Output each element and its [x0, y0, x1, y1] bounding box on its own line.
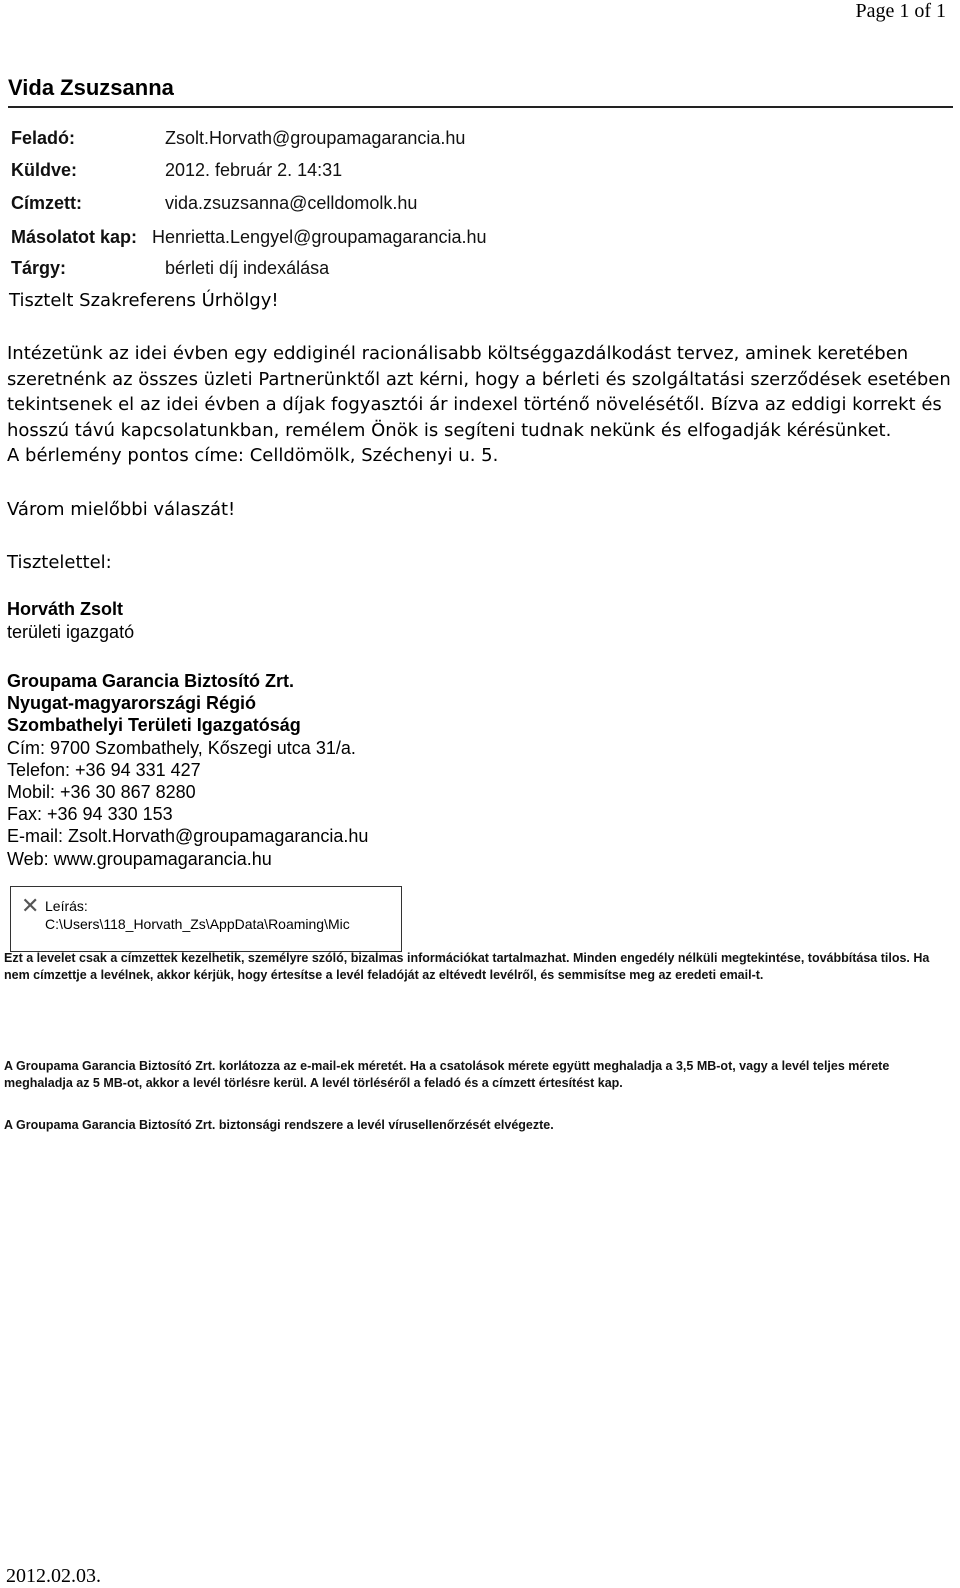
body-line: szeretnénk az összes üzleti Partnerünktől azt kérni, hogy a bérleti és szolgáltatási szerződések esetében [7, 368, 951, 390]
print-date: 2012.02.03. [6, 1565, 101, 1587]
disclaimer-text: A Groupama Garancia Biztosító Zrt. biztonsági rendszere a levél víruselIenőrzését elvégezte. [4, 1118, 554, 1132]
body-line: tekintsenek el az idei évben a díjak fogyasztói ár indexel történő növelésétől. Bízva az eddigi korrekt és [7, 394, 942, 416]
sent-value: 2012. február 2. 14:31 [165, 160, 343, 180]
signature-company-block [7, 670, 368, 870]
company-fax: Fax: +36 94 330 153 [7, 804, 173, 825]
confidentiality-disclaimer [4, 950, 944, 984]
from-value: Zsolt.Horvath@groupamagarancia.hu [165, 128, 466, 148]
regards-line: Tisztelettel: [7, 552, 112, 573]
cc-value: Henrietta.Lengyel@groupamagarancia.hu [152, 227, 487, 247]
body-line: A bérlemény pontos címe: Celldömölk, Széchenyi u. 5. [7, 445, 499, 467]
size-limit-disclaimer [4, 1058, 944, 1092]
sent-label: Küldve: [11, 160, 78, 180]
greeting: Tisztelt Szakreferens Úrhölgy! [9, 290, 279, 311]
broken-image-placeholder [10, 886, 402, 952]
disclaimer-text: A Groupama Garancia Biztosító Zrt. korlátozza az e-mail-ek méretét. Ha a csatolások mérete együtt meghaladja a 3,5 MB-ot, vagy a levél teljes mérete meghaladja az 5 MB-ot, akkor a levél törlésre kerül. A levél törléséről a feladó és a címzett értesítést kap. [4, 1059, 890, 1090]
from-label: Feladó: [11, 128, 76, 148]
company-phone: Telefon: +36 94 331 427 [7, 759, 201, 780]
company-name: Groupama Garancia Biztosító Zrt. [7, 671, 295, 691]
message-body [7, 341, 952, 469]
company-directorate: Szombathelyi Területi Igazgatóság [7, 715, 301, 736]
cc-label: Másolatot kap: [11, 227, 138, 247]
broken-image-icon: ✕ [21, 893, 40, 918]
company-web[interactable]: Web: www.groupamagarancia.hu [7, 848, 272, 869]
company-region: Nyugat-magyarországi Régió [7, 693, 257, 714]
signature-name: Horváth Zsolt [7, 599, 124, 619]
to-label: Címzett: [11, 193, 82, 213]
disclaimer-text: Ezt a levelet csak a címzettek kezelhetik, személyre szóló, bizalmas információkat tartalmazhat. Minden engedély nélküli megtekintése, továbbítása tilos. Ha nem címzettje a levélnek, akkor kérjük, hogy értesítse a levél feladóját az eltévedt levélről, és semmisítse meg az eredeti email-t. [4, 951, 930, 982]
image-description-path: C:\Users\118_Horvath_Zs\AppData\Roaming\Mic [45, 916, 350, 932]
subject-value: bérleti díj indexálása [165, 258, 330, 278]
signature-title: területi igazgató [7, 622, 135, 642]
header-divider [8, 106, 953, 108]
company-address: Cím: 9700 Szombathely, Kőszegi utca 31/a. [7, 737, 356, 758]
body-line: hosszú távú kapcsolatunkban, remélem Önök is segíteni tudnak nekünk és elfogadják kérésünket. [7, 419, 892, 441]
mailbox-owner-heading: Vida Zsuzsanna [8, 75, 174, 100]
closing-line: Várom mielőbbi válaszát! [7, 499, 236, 520]
company-mobile: Mobil: +36 30 867 8280 [7, 782, 196, 803]
subject-label: Tárgy: [11, 258, 67, 278]
body-line: Intézetünk az idei évben egy eddiginél racionálisabb költséggazdálkodást tervez, aminek keretében [7, 343, 909, 364]
virus-scan-notice [4, 1117, 944, 1134]
company-email[interactable]: E-mail: Zsolt.Horvath@groupamagarancia.hu [7, 826, 369, 847]
image-description-label: Leírás: [45, 898, 88, 914]
page-number: Page 1 of 1 [855, 0, 946, 22]
to-value: vida.zsuzsanna@celldomolk.hu [165, 193, 418, 213]
